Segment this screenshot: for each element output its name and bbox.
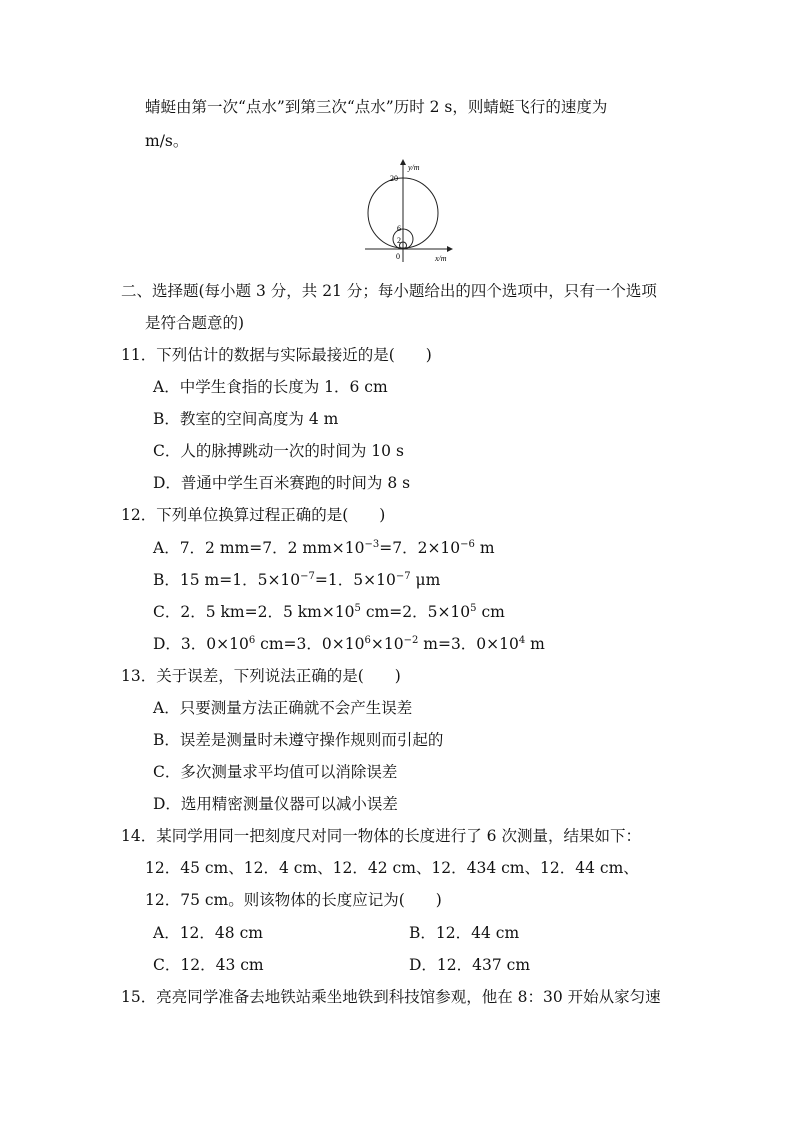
q14-option-c: C．12．43 cm — [153, 956, 264, 974]
q11-stem: 11．下列估计的数据与实际最接近的是( ) — [121, 346, 432, 364]
circles-figure — [360, 158, 460, 264]
tick-0: 0 — [396, 252, 400, 261]
tick-6: 6 — [397, 224, 401, 233]
q11-option-b: B．教室的空间高度为 4 m — [153, 410, 339, 428]
q12-option-d: D．3．$0\times 10^6$ cm=3．$0\times 10^6\times 10^{-2}$ m=3．$0\times 10^4$ m — [153, 635, 545, 653]
tick-20: 20 — [390, 174, 398, 183]
section2-heading-2: 是符合题意的) — [145, 314, 245, 332]
tick-2: 2 — [397, 236, 401, 245]
intro-line-2: m/s。 — [145, 132, 189, 150]
section2-heading-1: 二、选择题(每小题 3 分，共 21 分；每小题给出的四个选项中，只有一个选项 — [121, 282, 657, 300]
q14-stem-2: 12．45 cm、12．4 cm、12．42 cm、12．434 cm、12．44 cm、 — [145, 859, 639, 877]
q11-option-c: C．人的脉搏跳动一次的时间为 10 s — [153, 442, 404, 460]
q14-stem-1: 14．某同学用同一把刻度尺对同一物体的长度进行了 6 次测量，结果如下： — [121, 827, 641, 845]
q13-option-a: A．只要测量方法正确就不会产生误差 — [153, 699, 413, 717]
x-axis-label: x/m — [435, 254, 447, 263]
y-axis-label: y/m — [408, 163, 420, 172]
q13-stem: 13．关于误差，下列说法正确的是( ) — [121, 667, 401, 685]
q14-option-d: D．12．437 cm — [409, 956, 531, 974]
q14-option-b: B．12．44 cm — [409, 924, 520, 942]
q12-option-b: B．15 m=1．$5\times 10^{-7}=1$．$5\times 10^{-7}$ μm — [153, 571, 441, 589]
q11-option-d: D．普通中学生百米赛跑的时间为 8 s — [153, 474, 411, 492]
q14-stem-3: 12．75 cm。则该物体的长度应记为( ) — [145, 891, 442, 909]
intro-line-1: 蜻蜓由第一次“点水”到第三次“点水”历时 2 s，则蜻蜓飞行的速度为 — [145, 98, 608, 116]
q13-option-c: C．多次测量求平均值可以消除误差 — [153, 763, 398, 781]
q14-option-a: A．12．48 cm — [153, 924, 263, 942]
q12-option-a: A．7．2 mm=7．2 $mm\times 10^{-3}=7$．$2\times 10^{-6}$ m — [153, 539, 495, 557]
q11-option-a: A．中学生食指的长度为 1．6 cm — [153, 378, 388, 396]
q12-option-c: C．2．5 km=2．5 $km\times 10^5$ cm=2．$5\times 10^5$ cm — [153, 603, 505, 621]
q12-stem: 12．下列单位换算过程正确的是( ) — [121, 506, 386, 524]
q13-option-d: D．选用精密测量仪器可以减小误差 — [153, 795, 398, 813]
q15-stem-1: 15．亮亮同学准备去地铁站乘坐地铁到科技馆参观，他在 8：30 开始从家匀速 — [121, 988, 661, 1006]
q13-option-b: B．误差是测量时未遵守操作规则而引起的 — [153, 731, 444, 749]
